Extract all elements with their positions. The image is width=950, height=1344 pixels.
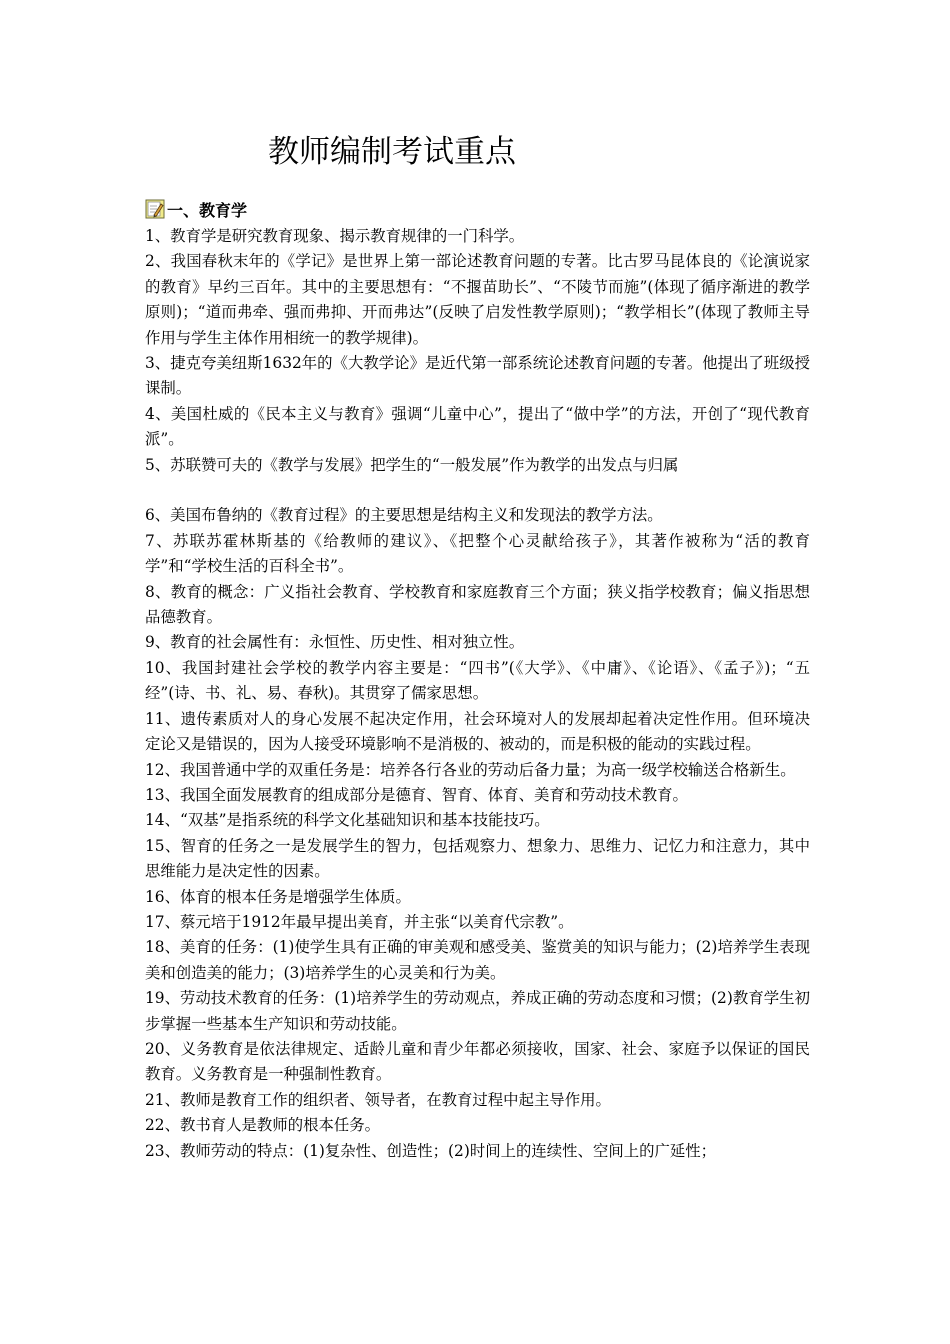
document-body — [145, 224, 810, 1164]
paragraph-6: 6、美国布鲁纳的《教育过程》的主要思想是结构主义和发现法的教学方法。 — [145, 506, 663, 525]
paragraph-10: 10、我国封建社会学校的教学内容主要是：“四书”(《大学》、《中庸》、《论语》、《孟子》)；“五经”(诗、书、礼、易、春秋)。其贯穿了儒家思想。 — [145, 658, 810, 703]
paragraph-13: 13、我国全面发展教育的组成部分是德育、智育、体育、美育和劳动技术教育。 — [145, 785, 688, 804]
paragraph-2: 2、我国春秋末年的《学记》是世界上第一部论述教育问题的专著。比古罗马昆体良的《论演说家的教育》早约三百年。其中的主要思想有：“不揠苗助长”、“不陵节而施”(体现了循序渐进的教学原则)；“道而弗牵、强而弗抑、开而弗达”(反映了启发性教学原则)；“教学相长”(体现了教师主导作用与学生主体作用相统一的教学规律)。 — [145, 252, 810, 347]
note-pencil-icon — [145, 199, 165, 219]
paragraph-9: 9、教育的社会属性有：永恒性、历史性、相对独立性。 — [145, 633, 525, 652]
paragraph-11: 11、遗传素质对人的身心发展不起决定作用，社会环境对人的发展却起着决定性作用。但环境决定论又是错误的，因为人接受环境影响不是消极的、被动的，而是积极的能动的实践过程。 — [145, 709, 810, 754]
paragraph-12: 12、我国普通中学的双重任务是：培养各行各业的劳动后备力量；为高一级学校输送合格新生。 — [145, 760, 796, 779]
paragraph-8: 8、教育的概念：广义指社会教育、学校教育和家庭教育三个方面；狭义指学校教育；偏义指思想品德教育。 — [145, 582, 810, 627]
blank-line — [145, 478, 810, 503]
paragraph-4: 4、美国杜威的《民本主义与教育》强调“儿童中心”，提出了“做中学”的方法，开创了“现代教育派”。 — [145, 404, 810, 449]
paragraph-22: 22、教书育人是教师的根本任务。 — [145, 1116, 381, 1135]
paragraph-16: 16、体育的根本任务是增强学生体质。 — [145, 887, 411, 906]
paragraph-23: 23、教师劳动的特点：(1)复杂性、创造性；(2)时间上的连续性、空间上的广延性； — [145, 1141, 717, 1160]
paragraph-3: 3、捷克夸美纽斯1632年的《大教学论》是近代第一部系统论述教育问题的专著。他提出了班级授课制。 — [145, 354, 810, 398]
section-heading — [145, 196, 247, 222]
paragraph-1: 1、教育学是研究教育现象、揭示教育规律的一门科学。 — [145, 227, 525, 245]
paragraph-20: 20、义务教育是依法律规定、适龄儿童和青少年都必须接收，国家、社会、家庭予以保证的国民教育。义务教育是一种强制性教育。 — [145, 1039, 810, 1084]
paragraph-5: 5、苏联赞可夫的《教学与发展》把学生的“一般发展”作为教学的出发点与归属 — [145, 455, 679, 474]
paragraph-19: 19、劳动技术教育的任务：(1)培养学生的劳动观点，养成正确的劳动态度和习惯；(2)教育学生初步掌握一些基本生产知识和劳动技能。 — [145, 989, 810, 1033]
document-title: 教师编制考试重点 — [268, 134, 516, 170]
paragraph-15: 15、智育的任务之一是发展学生的智力，包括观察力、想象力、思维力、记忆力和注意力，其中思维能力是决定性的因素。 — [145, 836, 810, 881]
paragraph-17: 17、蔡元培于1912年最早提出美育，并主张“以美育代宗教”。 — [145, 912, 574, 931]
paragraph-7: 7、苏联苏霍林斯基的《给教师的建议》、《把整个心灵献给孩子》，其著作被称为“活的教育学”和“学校生活的百科全书”。 — [145, 531, 810, 576]
paragraph-21: 21、教师是教育工作的组织者、领导者，在教育过程中起主导作用。 — [145, 1090, 611, 1109]
paragraph-14: 14、“双基”是指系统的科学文化基础知识和基本技能技巧。 — [145, 811, 550, 830]
paragraph-18: 18、美育的任务：(1)使学生具有正确的审美观和感受美、鉴赏美的知识与能力；(2)培养学生表现美和创造美的能力；(3)培养学生的心灵美和行为美。 — [145, 938, 810, 982]
section-heading-text: 一、教育学 — [167, 200, 248, 220]
